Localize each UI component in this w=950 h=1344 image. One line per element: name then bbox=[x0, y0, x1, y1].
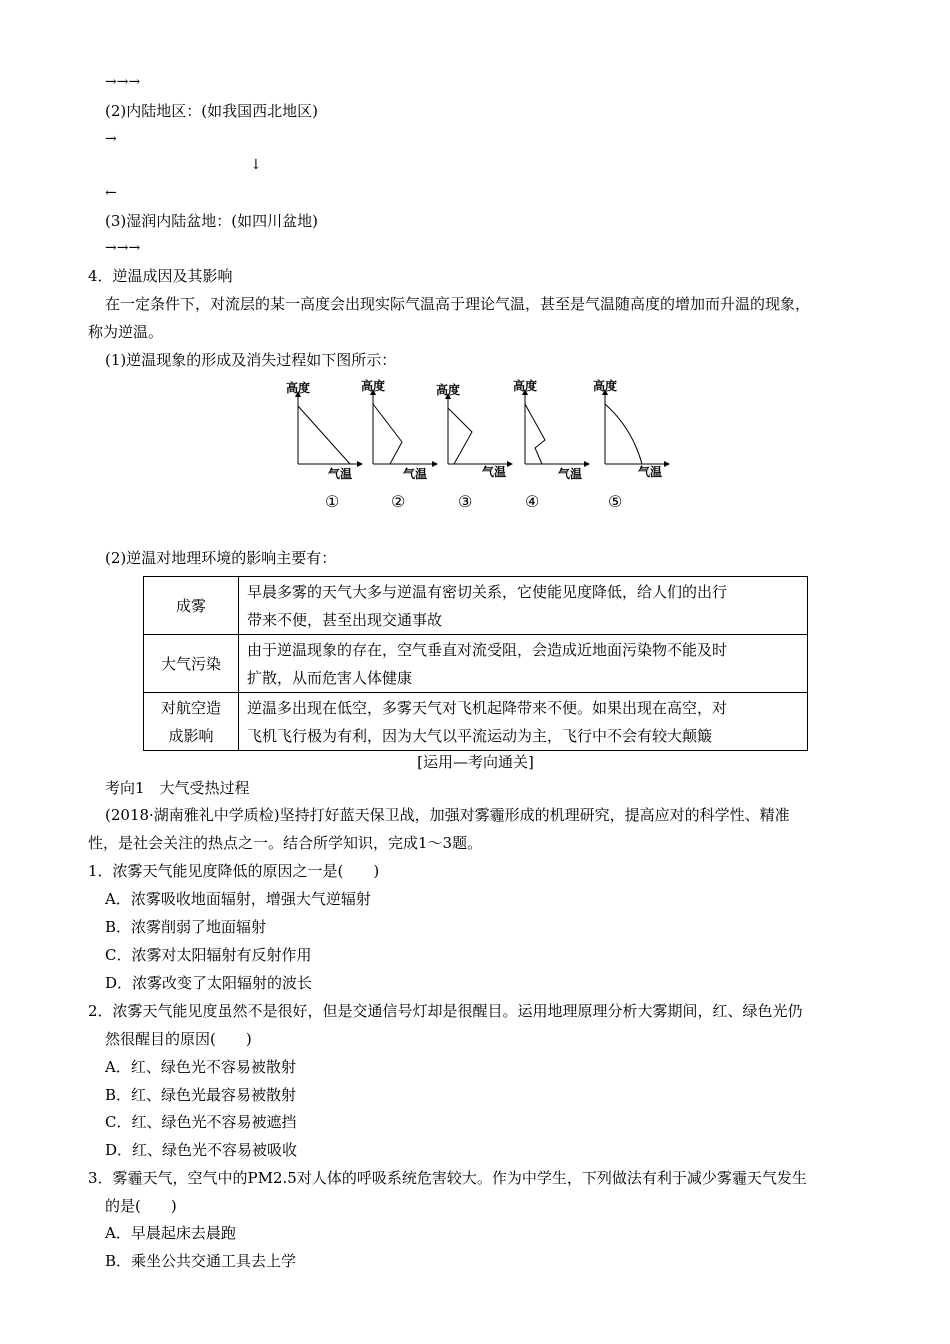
inversion-effects-table bbox=[143, 576, 808, 751]
q1-option-c: C．浓雾对太阳辐射有反射作用 bbox=[105, 946, 312, 964]
diagram-1 bbox=[286, 380, 360, 481]
desc-line: 带来不便，甚至出现交通事故 bbox=[247, 610, 443, 629]
desc-line: 早晨多雾的天气大多与逆温有密切关系，它使能见度降低，给人们的出行 bbox=[247, 582, 728, 601]
q2-option-d: D．红、绿色光不容易被吸收 bbox=[105, 1141, 298, 1159]
question-2-stem-1: 2．浓雾天气能见度虽然不是很好，但是交通信号灯却是很醒目。运用地理原理分析大雾期间，红、绿色光仍 bbox=[88, 1002, 803, 1020]
table-row bbox=[144, 577, 808, 635]
diagram-number-3: ③ bbox=[458, 492, 473, 511]
y-axis-label: 高度 bbox=[513, 379, 538, 393]
diagram-5 bbox=[593, 378, 667, 479]
arrow-left-icon: ← bbox=[105, 185, 117, 201]
inland-label: (2)内陆地区：(如我国西北地区) bbox=[105, 102, 318, 120]
x-axis-label: 气温 bbox=[482, 465, 507, 479]
topic-heading: 考向1 大气受热过程 bbox=[105, 779, 250, 797]
q2-option-a: A．红、绿色光不容易被散射 bbox=[105, 1058, 296, 1076]
desc-line: 飞机飞行极为有利，因为大气以平流运动为主，飞行中不会有较大颠簸 bbox=[247, 726, 713, 745]
x-axis-label: 气温 bbox=[403, 467, 428, 481]
question-2-stem-2: 然很醒目的原因( ) bbox=[105, 1030, 252, 1048]
x-axis-label: 气温 bbox=[328, 467, 353, 481]
desc-line: 扩散，从而危害人体健康 bbox=[247, 668, 413, 687]
desc-line: 由于逆温现象的存在，空气垂直对流受阻，会造成近地面污染物不能及时 bbox=[247, 640, 728, 659]
term-text: 大气污染 bbox=[160, 654, 221, 673]
table-term bbox=[144, 577, 239, 635]
diagram-number-1: ① bbox=[325, 492, 340, 511]
subsection-1: (1)逆温现象的形成及消失过程如下图所示： bbox=[105, 351, 397, 369]
diagram-number-5: ⑤ bbox=[608, 492, 623, 511]
q2-option-c: C．红、绿色光不容易被遮挡 bbox=[105, 1113, 297, 1131]
intro-line-1: (2018·湖南雅礼中学质检)坚持打好蓝天保卫战，加强对雾霾形成的机理研究，提高应对的科学性、精准 bbox=[105, 806, 790, 824]
q3-option-b: B．乘坐公共交通工具去上学 bbox=[105, 1252, 297, 1270]
basin-label: (3)湿润内陆盆地：(如四川盆地) bbox=[105, 212, 318, 230]
diagram-3 bbox=[436, 382, 510, 479]
x-axis-label: 气温 bbox=[638, 465, 663, 479]
question-1-stem: 1．浓雾天气能见度降低的原因之一是( ) bbox=[88, 862, 380, 880]
table-desc bbox=[239, 693, 808, 751]
table-term bbox=[144, 693, 239, 751]
x-axis-label: 气温 bbox=[558, 467, 583, 481]
flow-arrows-1: →→→ bbox=[105, 74, 141, 90]
intro-line-2: 性，是社会关注的热点之一。结合所学知识，完成1～3题。 bbox=[88, 834, 483, 852]
y-axis-label: 高度 bbox=[593, 379, 618, 393]
diagram-4 bbox=[513, 378, 587, 481]
table-desc bbox=[239, 635, 808, 693]
table-row bbox=[144, 693, 808, 751]
q3-option-a: A．早晨起床去晨跑 bbox=[105, 1224, 236, 1242]
question-3-stem-2: 的是( ) bbox=[105, 1197, 177, 1215]
diagram-number-2: ② bbox=[391, 492, 406, 511]
flow-arrows-3: →→→ bbox=[105, 240, 141, 256]
diagram-number-4: ④ bbox=[525, 492, 540, 511]
q1-option-d: D．浓雾改变了太阳辐射的波长 bbox=[105, 974, 313, 992]
subsection-2: (2)逆温对地理环境的影响主要有： bbox=[105, 549, 337, 567]
diagram-2 bbox=[361, 378, 435, 481]
y-axis-label: 高度 bbox=[286, 381, 311, 395]
definition-line-2: 称为逆温。 bbox=[88, 323, 164, 341]
desc-line: 逆温多出现在低空，多雾天气对飞机起降带来不便。如果出现在高空，对 bbox=[247, 698, 728, 717]
arrow-down-icon: ↓ bbox=[250, 157, 262, 173]
q2-option-b: B．红、绿色光最容易被散射 bbox=[105, 1086, 297, 1104]
table-desc bbox=[239, 577, 808, 635]
term-text: 成雾 bbox=[175, 596, 206, 615]
table-row bbox=[144, 635, 808, 693]
question-3-stem-1: 3．雾霾天气，空气中的PM2.5对人体的呼吸系统危害较大。作为中学生，下列做法有利于减少雾霾天气发生 bbox=[88, 1169, 807, 1187]
term-text: 成影响 bbox=[168, 726, 214, 745]
y-axis-label: 高度 bbox=[436, 383, 461, 397]
y-axis-label: 高度 bbox=[361, 379, 386, 393]
section-heading: 4．逆温成因及其影响 bbox=[88, 267, 233, 285]
table-term bbox=[144, 635, 239, 693]
q1-option-b: B．浓雾削弱了地面辐射 bbox=[105, 918, 267, 936]
inversion-diagrams bbox=[280, 376, 680, 486]
arrow-right-icon: → bbox=[105, 131, 117, 147]
q1-option-a: A．浓雾吸收地面辐射，增强大气逆辐射 bbox=[105, 890, 371, 908]
definition-line-1: 在一定条件下，对流层的某一高度会出现实际气温高于理论气温，甚至是气温随高度的增加而升温的现象， bbox=[105, 295, 811, 313]
table-caption: [运用—考向通关] bbox=[417, 753, 534, 771]
term-text: 对航空造 bbox=[160, 698, 221, 717]
